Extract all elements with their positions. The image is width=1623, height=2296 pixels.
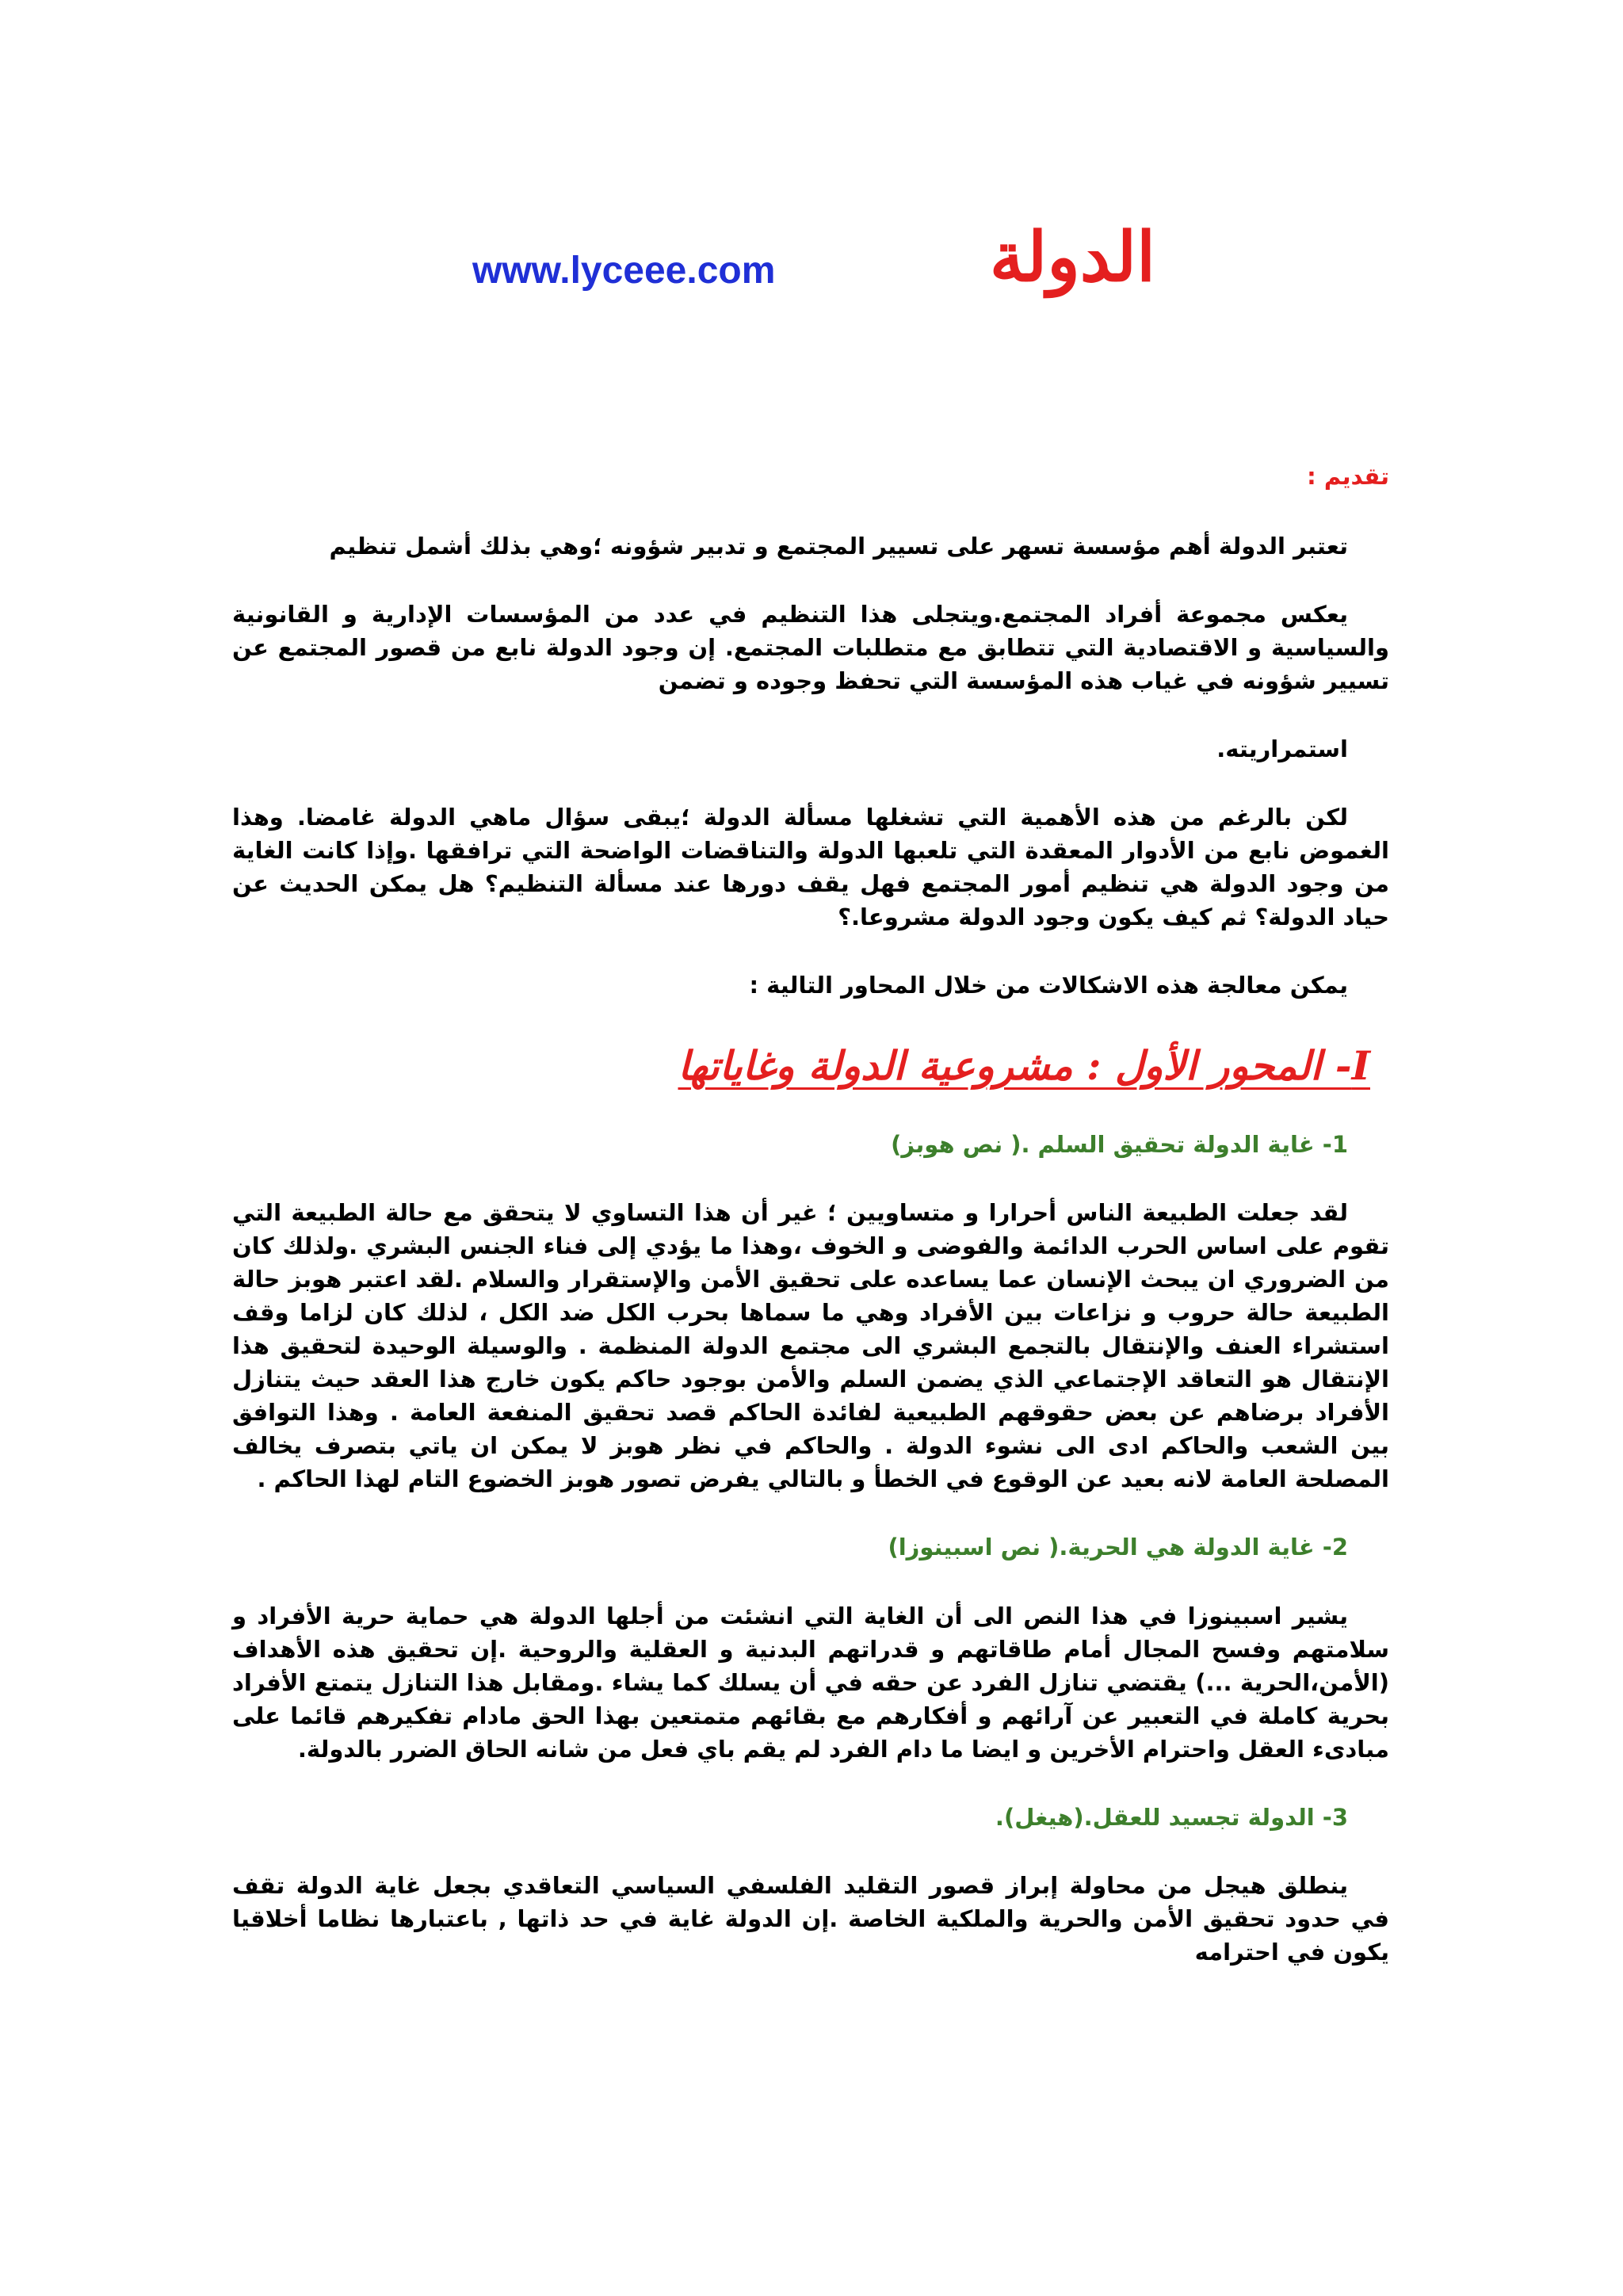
website-link[interactable]: www.lyceee.com <box>472 250 776 292</box>
page-title: الدولة <box>989 217 1155 297</box>
intro-paragraph-5: يمكن معالجة هذه الاشكالات من خلال المحاور التالية : <box>749 972 1348 999</box>
document-body <box>232 460 1389 2004</box>
axis-1-heading: I- المحور الأول : مشروعية الدولة وغاياتها <box>678 1041 1370 1089</box>
section-3-text: ينطلق هيجل من محاولة إبراز قصور التقليد الفلسفي السياسي التعاقدي بجعل غاية الدولة تقف في حدود تحقيق الأمن والحرية والملكية الخاصة .إن الدولة غاية في حد ذاتها , باعتبارها نظاما أخلاقيا يكون في احترامه <box>232 1871 1389 1966</box>
intro-paragraph-3: استمراريته. <box>1216 735 1348 763</box>
section-3-heading: 3- الدولة تجسيد للعقل.(هيغل). <box>995 1803 1348 1831</box>
intro-paragraph-1: تعتبر الدولة أهم مؤسسة تسهر على تسيير المجتمع و تدبير شؤونه ؛وهي بذلك أشمل تنظيم <box>329 533 1348 560</box>
section-2-heading: 2- غاية الدولة هي الحرية.( نص اسبينوزا) <box>888 1534 1348 1561</box>
section-1-heading: 1- غاية الدولة تحقيق السلم .( نص هوبز) <box>891 1131 1348 1159</box>
section-1-text: لقد جعلت الطبيعة الناس أحرارا و متساويين ؛ غير أن هذا التساوي لا يتحقق مع حالة الطبيعة التي تقوم على اساس الحرب الدائمة والفوضى و الخوف ،وهذا ما يؤدي إلى فناء الجنس البشري .ولذلك كان من الضروري ان يبحث الإنسان عما يساعده على تحقيق الأمن والإستقرار والسلام .لقد اعتبر هوبز حالة الطبيعة حالة حروب و نزاعات بين الأفراد وهي ما سماها بحرب الكل ضد الكل ، لذلك كان لزاما وقف استشراء العنف والإنتقال بالتجمع البشري الى مجتمع الدولة المنظمة . والوسيلة الوحيدة لتحقيق هذا الإنتقال هو التعاقد الإجتماعي الذي يضمن السلم والأمن بوجود حاكم يكون خارج هذا العقد حيث يتنازل الأفراد برضاهم عن بعض حقوقهم الطبيعية لفائدة الحاكم قصد تحقيق المنفعة العامة . وهذا التوافق بين الشعب والحاكم ادى الى نشوء الدولة . والحاكم في نظر هوبز لا يمكن ان ياتي بتصرف يخالف المصلحة العامة لانه بعيد عن الوقوع في الخطأ و بالتالي يفرض تصور هوبز الخضوع التام لهذا الحاكم . <box>232 1199 1389 1493</box>
intro-paragraph-4: لكن بالرغم من هذه الأهمية التي تشغلها مسألة الدولة ؛يبقى سؤال ماهي الدولة غامضا. وهذا الغموض نابع من الأدوار المعقدة التي تلعبها الدولة والتناقضات الواضحة التي ترافقها .وإذا كانت الغاية من وجود الدولة هي تنظيم أمور المجتمع فهل يقف دورها عند مسألة التنظيم؟ هل يمكن الحديث عن حياد الدولة؟ ثم كيف يكون وجود الدولة مشروعا.؟ <box>232 804 1389 931</box>
intro-paragraph-2: يعكس مجموعة أفراد المجتمع.ويتجلى هذا التنظيم في عدد من المؤسسات الإدارية و القانونية والسياسية و الاقتصادية التي تتطابق مع متطلبات المجتمع. إن وجود الدولة نابع من قصور المجتمع عن تسيير شؤونه في غياب هذه المؤسسة التي تحفظ وجوده و تضمن <box>232 601 1389 695</box>
section-2-text: يشير اسبينوزا في هذا النص الى أن الغاية التي انشئت من أجلها الدولة هي حماية حرية الأفراد و سلامتهم وفسح المجال أمام طاقاتهم و قدراتهم البدنية و العقلية والروحية .إن تحقيق هذه الأهداف (الأمن،الحرية ...) يقتضي تنازل الفرد عن حقه في أن يسلك كما يشاء .ومقابل هذا التنازل يتمتع الأفراد بحرية كاملة في التعبير عن آرائهم و أفكارهم مع بقائهم متمتعين بهذا الحق مادام تفكيرهم قائما على مبادىء العقل واحترام الأخرين و ايضا ما دام الفرد لم يقم باي فعل من شانه الحاق الضرر بالدولة. <box>232 1602 1389 1763</box>
intro-label: تقديم : <box>1307 463 1389 490</box>
